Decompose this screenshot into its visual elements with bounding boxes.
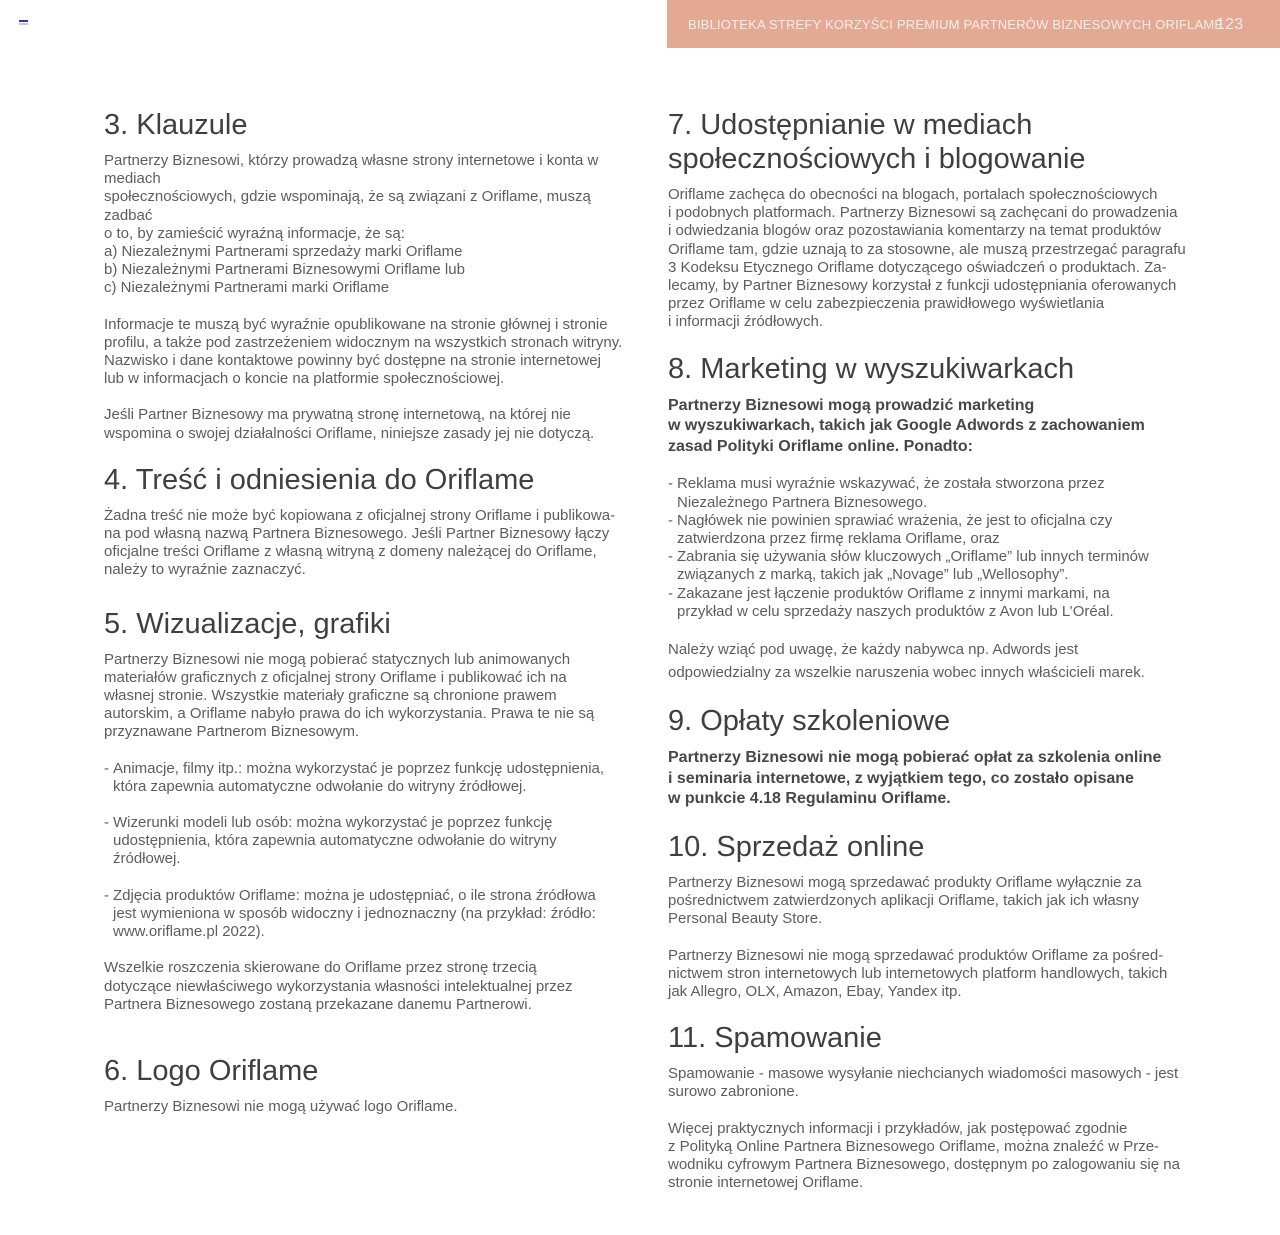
section-title: 10. Sprzedaż online [668, 831, 925, 863]
list-item: - Zabrania się używania słów kluczowych „Oriflame” lub innych terminów związanych z marką, takich jak „Novage” lub „Wellosophy”. [668, 548, 1188, 584]
list-item: - Zakazane jest łączenie produktów Oriflame z innymi markami, na przykład w celu sprzedaży naszych produktów z Avon lub L’Oréal. [668, 585, 1188, 621]
paragraph: Partnerzy Biznesowi nie mogą używać logo Oriflame. [104, 1097, 458, 1115]
section-title: 3. Klauzule [104, 109, 248, 141]
paragraph: Wszelkie roszczenia skierowane do Oriflame przez stronę trzecią dotyczące niewłaściwego wykorzystania własności intelektualnej przez Partnera Biznesowego zostaną przekazane danemu Partnerowi. [104, 959, 573, 1013]
section-social-media [668, 108, 1188, 332]
section-title: 8. Marketing w wyszukiwarkach [668, 352, 1075, 385]
list-item: - Nagłówek nie powinien sprawiać wrażenia, że jest to oficjalna czy zatwierdzona przez firmę reklama Oriflame, oraz [668, 512, 1188, 548]
header-band [667, 0, 1280, 48]
section-online-sales [668, 830, 1188, 1001]
section-training-fees [668, 704, 1188, 810]
paragraph: Jeśli Partner Biznesowy ma prywatną stronę internetową, na której nie wspomina o swojej działalności Oriflame, niniejsze zasady jej nie dotyczą. [104, 406, 595, 442]
section-title: 4. Treść i odniesienia do Oriflame [104, 463, 535, 496]
paragraph: Należy wziąć pod uwagę, że każdy nabywca np. Adwords jest odpowiedzialny za wszelkie naruszenia wobec innych właścicieli marek. [668, 641, 1145, 681]
paragraph: Spamowanie - masowe wysyłanie niechcianych wiadomości masowych - jest surowo zabronione. [668, 1065, 1179, 1101]
section-search-marketing [668, 352, 1188, 685]
left-column [104, 108, 624, 1116]
section-spam [668, 1021, 1188, 1192]
list-item: - Reklama musi wyraźnie wskazywać, że została stworzona przez Niezależnego Partnera Biznesowego. [668, 475, 1188, 511]
section-title: 9. Opłaty szkoleniowe [668, 705, 951, 738]
paragraph: Partnerzy Biznesowi, którzy prowadzą własne strony internetowe i konta w mediach społecznościowych, gdzie wspominają, że są związani z Oriflame, muszą zadbać o to, by zamieścić wyraźną informacje, że są: a) Niezależnymi Partnerami sprzedaży marki Oriflame b) Niezależnymi Partnerami Biznesowymi Oriflame lub c) Niezależnymi Partnerami marki Oriflame [104, 152, 599, 297]
paragraph: Partnerzy Biznesowi nie mogą sprzedawać produktów Oriflame za pośred- nictwem stron internetowych lub internetowych platform handlowych, takich jak Allegro, OLX, Amazon, Ebay, Yandex itp. [668, 946, 1168, 1001]
section-title: 6. Logo Oriflame [104, 1054, 319, 1087]
right-column [668, 108, 1188, 1192]
list-item: - Animacje, filmy itp.: można wykorzystać je poprzez funkcję udostępnienia, która zapewnia automatyczne odwołanie do witryny źródłowej. [104, 760, 624, 796]
section-title: 11. Spamowanie [668, 1022, 882, 1055]
list-item: - Wizerunki modeli lub osób: można wykorzystać je poprzez funkcję udostępnienia, która zapewnia automatyczne odwołanie do witryny źródłowej. [104, 814, 624, 869]
section-logo [104, 1054, 624, 1116]
section-visuals [104, 607, 624, 1014]
page-number: 123 [1216, 16, 1244, 33]
section-clauses [104, 108, 624, 443]
paragraph: Partnerzy Biznesowi mogą prowadzić marketing w wyszukiwarkach, takich jak Google Adwords z zachowaniem zasad Polityki Oriflame online. Ponadto: [668, 396, 1145, 455]
section-title: 5. Wizualizacje, grafiki [104, 607, 391, 640]
list-item: - Zdjęcia produktów Oriflame: można je udostępniać, o ile strona źródłowa jest wymieniona w sposób widoczny i jednoznaczny (na przykład: źródło: www.oriflame.pl 2022). [104, 887, 624, 942]
search-marketing-list [668, 475, 1188, 621]
paragraph: Żadna treść nie może być kopiowana z oficjalnej strony Oriflame i publikowa- na pod własną nazwą Partnera Biznesowego. Jeśli Partner Biznesowy łączy oficjalne treści Oriflame z własną witryną z domeny należącej do Oriflame, należy to wyraźnie zaznaczyć. [104, 506, 616, 579]
language-flag-icon[interactable] [19, 20, 28, 27]
section-title: 7. Udostępnianie w mediach społecznościowych i blogowanie [668, 109, 1086, 175]
paragraph: Partnerzy Biznesowi nie mogą pobierać statycznych lub animowanych materiałów graficznych z oficjalnej strony Oriflame i publikować ich na własnej stronie. Wszystkie materiały graficzne są chronione prawem autorskim, a Oriflame nabyło prawa do ich wykorzystania. Prawa te nie są przyznawane Partnerom Biznesowym. [104, 650, 595, 741]
paragraph: Partnerzy Biznesowi mogą sprzedawać produkty Oriflame wyłącznie za pośrednictwem zatwierdzonych aplikacji Oriflame, takich jak ich własny Personal Beauty Store. [668, 874, 1142, 928]
paragraph: Więcej praktycznych informacji i przykładów, jak postępować zgodnie z Polityką Online Partnera Biznesowego Oriflame, można znaleźć w Prze- wodniku cyfrowym Partnera Biznesowego, dostępnym po zalogowaniu się na stronie internetowej Oriflame. [668, 1119, 1180, 1192]
paragraph: Oriflame zachęca do obecności na blogach, portalach społecznościowych i podobnych platformach. Partnerzy Biznesowi są zachęcani do prowadzenia i odwiedzania blogów oraz pozostawiania komentarzy na temat produktów Oriflame tam, gdzie uznają to za stosowne, ale muszą przestrzegać paragrafu 3 Kodeksu Etycznego Oriflame dotyczącego oświadczeń o produktach. Za- lecamy, by Partner Biznesowy korzystał z funkcji udostępniania oferowanych przez Oriflame w celu zabezpieczenia prawidłowego wyświetlania i informacji źródłowych. [668, 186, 1186, 331]
section-content-references [104, 463, 624, 580]
visuals-list [104, 760, 624, 942]
paragraph: Informacje te muszą być wyraźnie opublikowane na stronie głównej i stronie profilu, a także pod zastrzeżeniem widocznym na wszystkich stronach witryny. Nazwisko i dane kontaktowe powinny być dostępne na stronie internetowej lub w informacjach o koncie na platformie społecznościowej. [104, 315, 623, 388]
paragraph: Partnerzy Biznesowi nie mogą pobierać opłat za szkolenia online i seminaria internetowe, z wyjątkiem tego, co zostało opisane w punkcie 4.18 Regulaminu Oriflame. [668, 749, 1162, 808]
header-title: BIBLIOTEKA STREFY KORZYŚCI PREMIUM PARTNERÓW BIZNESOWYCH ORIFLAME [688, 17, 1224, 32]
